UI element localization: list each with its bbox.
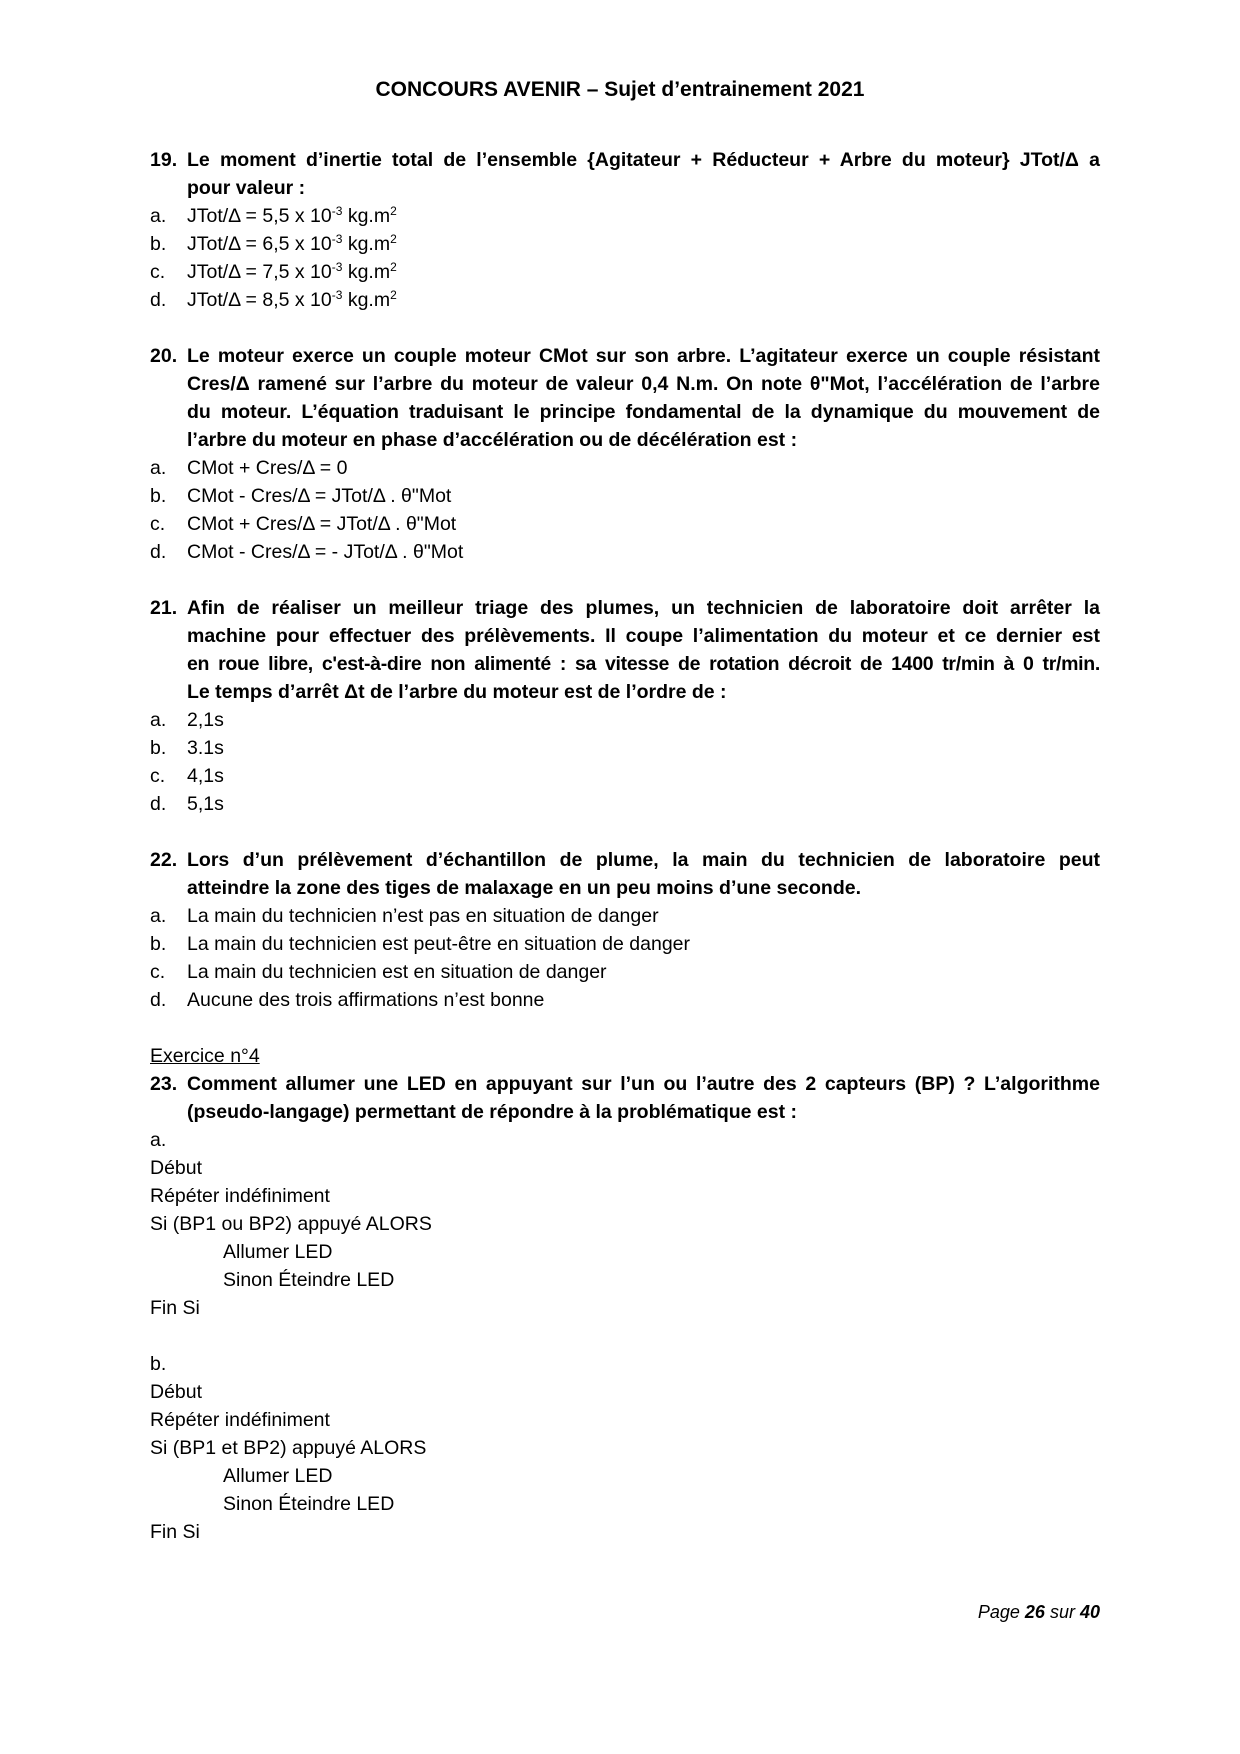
option-text: CMot - Cres/Δ = - JTot/Δ . θ"Mot bbox=[187, 541, 464, 563]
question-text-line: Le moment d’inertie total de l’ensemble {Agitateur + Réducteur + Arbre du moteur} JTot/Δ a bbox=[187, 149, 1100, 171]
answer-option bbox=[150, 930, 1100, 958]
question-text-line: en roue libre, c'est-à-dire non alimenté : sa vitesse de rotation décroit de 1400 tr/min à 0 tr/min. bbox=[187, 653, 1100, 675]
option-letter: b. bbox=[150, 485, 167, 507]
question-text-line: Comment allumer une LED en appuyant sur l’un ou l’autre des 2 capteurs (BP) ? L’algorithme bbox=[187, 1073, 1100, 1095]
option-text: JTot/Δ = 5,5 x $10^{-3}$ $kg.m^2$ bbox=[187, 204, 397, 227]
option-text: 3.1s bbox=[187, 737, 224, 759]
document-body bbox=[150, 146, 1100, 1546]
algo-line: Début bbox=[150, 1381, 203, 1403]
option-letter: b. bbox=[150, 737, 167, 759]
option-letter: d. bbox=[150, 793, 167, 815]
option-text: 2,1s bbox=[187, 709, 224, 731]
answer-option bbox=[150, 454, 1100, 482]
option-letter: a. bbox=[150, 709, 167, 731]
option-text: 4,1s bbox=[187, 765, 224, 787]
option-text: CMot + Cres/Δ = 0 bbox=[187, 457, 348, 479]
answer-option bbox=[150, 986, 1100, 1014]
answer-option bbox=[150, 538, 1100, 566]
option-letter: a. bbox=[150, 205, 167, 227]
question-text-line: machine pour effectuer des prélèvements. Il coupe l’alimentation du moteur et ce dernier est bbox=[187, 625, 1100, 647]
algo-line: Répéter indéfiniment bbox=[150, 1409, 330, 1431]
question-text-line: Le moteur exerce un couple moteur CMot sur son arbre. L’agitateur exerce un couple résistant bbox=[187, 345, 1100, 367]
question-text-line: Afin de réaliser un meilleur triage des plumes, un technicien de laboratoire doit arrêter la bbox=[187, 597, 1100, 619]
option-letter: a. bbox=[150, 457, 167, 479]
algorithm-option-a bbox=[150, 1126, 1100, 1322]
question-text-line: (pseudo-langage) permettant de répondre à la problématique est : bbox=[187, 1101, 798, 1123]
option-letter: c. bbox=[150, 765, 166, 787]
answer-option bbox=[150, 790, 1100, 818]
algo-line: Si (BP1 ou BP2) appuyé ALORS bbox=[150, 1213, 432, 1235]
algo-line: Sinon Éteindre LED bbox=[223, 1269, 395, 1291]
option-letter: a. bbox=[150, 905, 167, 927]
algorithm-option-b bbox=[150, 1350, 1100, 1546]
option-letter: d. bbox=[150, 989, 167, 1011]
option-text: Aucune des trois affirmations n’est bonne bbox=[187, 989, 545, 1011]
algo-line: Sinon Éteindre LED bbox=[223, 1493, 395, 1515]
question-21 bbox=[150, 594, 1100, 818]
question-20 bbox=[150, 342, 1100, 566]
option-text: CMot - Cres/Δ = JTot/Δ . θ"Mot bbox=[187, 485, 452, 507]
answer-option bbox=[150, 706, 1100, 734]
question-text-line: Le temps d’arrêt Δt de l’arbre du moteur est de l’ordre de : bbox=[187, 681, 727, 703]
option-text: CMot + Cres/Δ = JTot/Δ . θ"Mot bbox=[187, 513, 457, 535]
question-text-line: Lors d’un prélèvement d’échantillon de plume, la main du technicien de laboratoire peut bbox=[187, 849, 1100, 871]
algo-line: Fin Si bbox=[150, 1297, 200, 1319]
option-letter: c. bbox=[150, 261, 166, 283]
question-number: 19. bbox=[150, 149, 178, 171]
option-text: JTot/Δ = 8,5 x $10^{-3}$ $kg.m^2$ bbox=[187, 288, 397, 311]
option-letter: a. bbox=[150, 1129, 167, 1151]
option-text: La main du technicien est peut-être en situation de danger bbox=[187, 933, 691, 955]
answer-option bbox=[150, 734, 1100, 762]
option-letter: c. bbox=[150, 513, 166, 535]
answer-option bbox=[150, 762, 1100, 790]
question-text-line: du moteur. L’équation traduisant le principe fondamental de la dynamique du mouvement de bbox=[187, 401, 1100, 423]
option-letter: b. bbox=[150, 1353, 167, 1375]
algo-line: Fin Si bbox=[150, 1521, 200, 1543]
question-number: 23. bbox=[150, 1073, 178, 1095]
option-text: JTot/Δ = 7,5 x $10^{-3}$ $kg.m^2$ bbox=[187, 260, 397, 283]
exercise-heading: Exercice n°4 bbox=[150, 1045, 260, 1067]
option-text: La main du technicien n’est pas en situation de danger bbox=[187, 905, 659, 927]
question-number: 20. bbox=[150, 345, 178, 367]
option-text: La main du technicien est en situation de danger bbox=[187, 961, 607, 983]
answer-option bbox=[150, 958, 1100, 986]
question-number: 21. bbox=[150, 597, 178, 619]
question-number: 22. bbox=[150, 849, 178, 871]
answer-option bbox=[150, 482, 1100, 510]
answer-option bbox=[150, 510, 1100, 538]
page-number: Page 26 sur 40 bbox=[977, 1602, 1100, 1622]
answer-option bbox=[150, 202, 1100, 230]
option-letter: b. bbox=[150, 233, 167, 255]
question-19 bbox=[150, 146, 1100, 314]
question-22 bbox=[150, 846, 1100, 1014]
answer-option bbox=[150, 258, 1100, 286]
algo-line: Si (BP1 et BP2) appuyé ALORS bbox=[150, 1437, 427, 1459]
answer-option bbox=[150, 230, 1100, 258]
answer-option bbox=[150, 902, 1100, 930]
question-23 bbox=[150, 1070, 1100, 1546]
page-header: CONCOURS AVENIR – Sujet d’entrainement 2021 bbox=[375, 78, 865, 101]
option-letter: d. bbox=[150, 289, 167, 311]
algo-line: Allumer LED bbox=[223, 1465, 333, 1487]
algo-line: Début bbox=[150, 1157, 203, 1179]
question-text-line: Cres/Δ ramené sur l’arbre du moteur de valeur 0,4 N.m. On note θ"Mot, l’accélération de l’arbre bbox=[187, 373, 1100, 395]
algo-line: Allumer LED bbox=[223, 1241, 333, 1263]
option-letter: b. bbox=[150, 933, 167, 955]
algo-line: Répéter indéfiniment bbox=[150, 1185, 330, 1207]
option-letter: d. bbox=[150, 541, 167, 563]
option-text: JTot/Δ = 6,5 x $10^{-3}$ $kg.m^2$ bbox=[187, 232, 397, 255]
option-text: 5,1s bbox=[187, 793, 224, 815]
answer-option bbox=[150, 286, 1100, 314]
question-text-line: pour valeur : bbox=[187, 177, 306, 199]
question-text-line: atteindre la zone des tiges de malaxage en un peu moins d’une seconde. bbox=[187, 877, 862, 899]
question-text-line: l’arbre du moteur en phase d’accélération ou de décélération est : bbox=[187, 429, 798, 451]
option-letter: c. bbox=[150, 961, 166, 983]
